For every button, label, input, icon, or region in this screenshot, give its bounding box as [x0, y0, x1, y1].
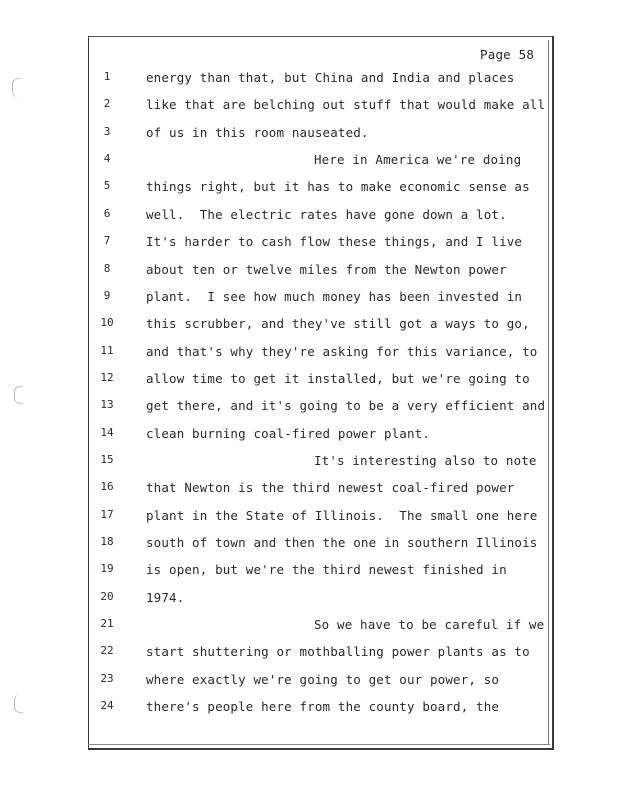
line-number: 11 — [100, 343, 114, 357]
transcript-line — [0, 699, 618, 719]
line-text: of us in this room nauseated. — [146, 124, 369, 140]
transcript-line — [0, 262, 618, 282]
line-number: 23 — [100, 671, 114, 685]
line-number: 12 — [100, 370, 114, 384]
transcript-line — [0, 590, 618, 610]
line-number: 13 — [100, 398, 114, 412]
line-number: 5 — [103, 179, 111, 193]
line-number: 22 — [100, 644, 114, 658]
transcript-line — [0, 289, 618, 309]
line-number: 21 — [100, 617, 114, 630]
line-text: start shuttering or mothballing power plants as to — [146, 644, 530, 660]
transcript-line — [0, 426, 618, 446]
frame-bottom-rule — [88, 744, 550, 745]
line-text: and that's why they're asking for this variance, to — [146, 343, 538, 359]
transcript-line — [0, 316, 618, 336]
line-text: energy than that, but China and India and places — [146, 70, 515, 85]
line-number: 7 — [103, 234, 111, 248]
line-text: is open, but we're the third newest finished in — [146, 562, 507, 578]
line-text: well. The electric rates have gone down a lot. — [146, 206, 507, 222]
line-number: 20 — [100, 589, 114, 603]
line-text: It's interesting also to note — [314, 452, 537, 468]
page-number: Page 58 — [480, 47, 535, 62]
line-text: plant in the State of Illinois. The small one here — [146, 507, 538, 523]
transcript-line — [0, 371, 618, 391]
transcript-line — [0, 152, 618, 172]
transcript-line — [0, 207, 618, 227]
line-number: 6 — [103, 206, 111, 220]
line-text: get there, and it's going to be a very efficient and — [146, 398, 546, 414]
line-text: clean burning coal-fired power plant. — [146, 425, 430, 441]
line-number: 3 — [103, 124, 111, 138]
line-text: So we have to be careful if we — [314, 617, 545, 632]
line-text: like that are belching out stuff that would make all — [146, 97, 546, 113]
transcript-line — [0, 508, 618, 528]
transcript-line — [0, 179, 618, 199]
line-number: 4 — [103, 152, 111, 166]
line-text: there's people here from the county board, the — [146, 699, 500, 715]
line-number: 18 — [100, 535, 114, 548]
transcript-line — [0, 234, 618, 254]
transcript-line — [0, 535, 618, 555]
line-number: 24 — [100, 699, 114, 713]
line-text: that Newton is the third newest coal-fired power — [146, 480, 515, 496]
line-text: allow time to get it installed, but we're going to — [146, 370, 530, 386]
frame-inner-rule — [548, 40, 549, 744]
line-number: 2 — [103, 97, 111, 111]
line-text: about ten or twelve miles from the Newton power — [146, 261, 507, 277]
line-number: 17 — [100, 507, 114, 521]
transcript-line — [0, 97, 618, 117]
transcript-line — [0, 617, 618, 637]
line-number: 14 — [100, 425, 114, 439]
transcript-line — [0, 672, 618, 692]
line-number: 1 — [103, 70, 111, 83]
line-text: 1974. — [146, 589, 185, 605]
line-number: 10 — [100, 316, 114, 330]
line-text: south of town and then the one in southern Illinois — [146, 535, 538, 550]
transcript-line — [0, 480, 618, 500]
line-number: 19 — [100, 562, 114, 576]
line-text: where exactly we're going to get our power, so — [146, 671, 500, 687]
transcript-line — [0, 398, 618, 418]
line-number: 15 — [100, 452, 114, 466]
line-text: Here in America we're doing — [314, 152, 522, 168]
transcript-line — [0, 344, 618, 364]
line-number: 9 — [103, 288, 111, 302]
line-text: things right, but it has to make economic sense as — [146, 179, 530, 195]
line-text: this scrubber, and they've still got a ways to go, — [146, 316, 530, 332]
line-text: It's harder to cash flow these things, and I live — [146, 234, 523, 250]
transcript-line — [0, 644, 618, 664]
transcript-line — [0, 453, 618, 473]
transcript-line — [0, 70, 618, 90]
line-number: 16 — [100, 480, 114, 494]
line-text: plant. I see how much money has been invested in — [146, 288, 523, 304]
line-number: 8 — [103, 261, 111, 275]
transcript-line — [0, 125, 618, 145]
transcript-line — [0, 562, 618, 582]
